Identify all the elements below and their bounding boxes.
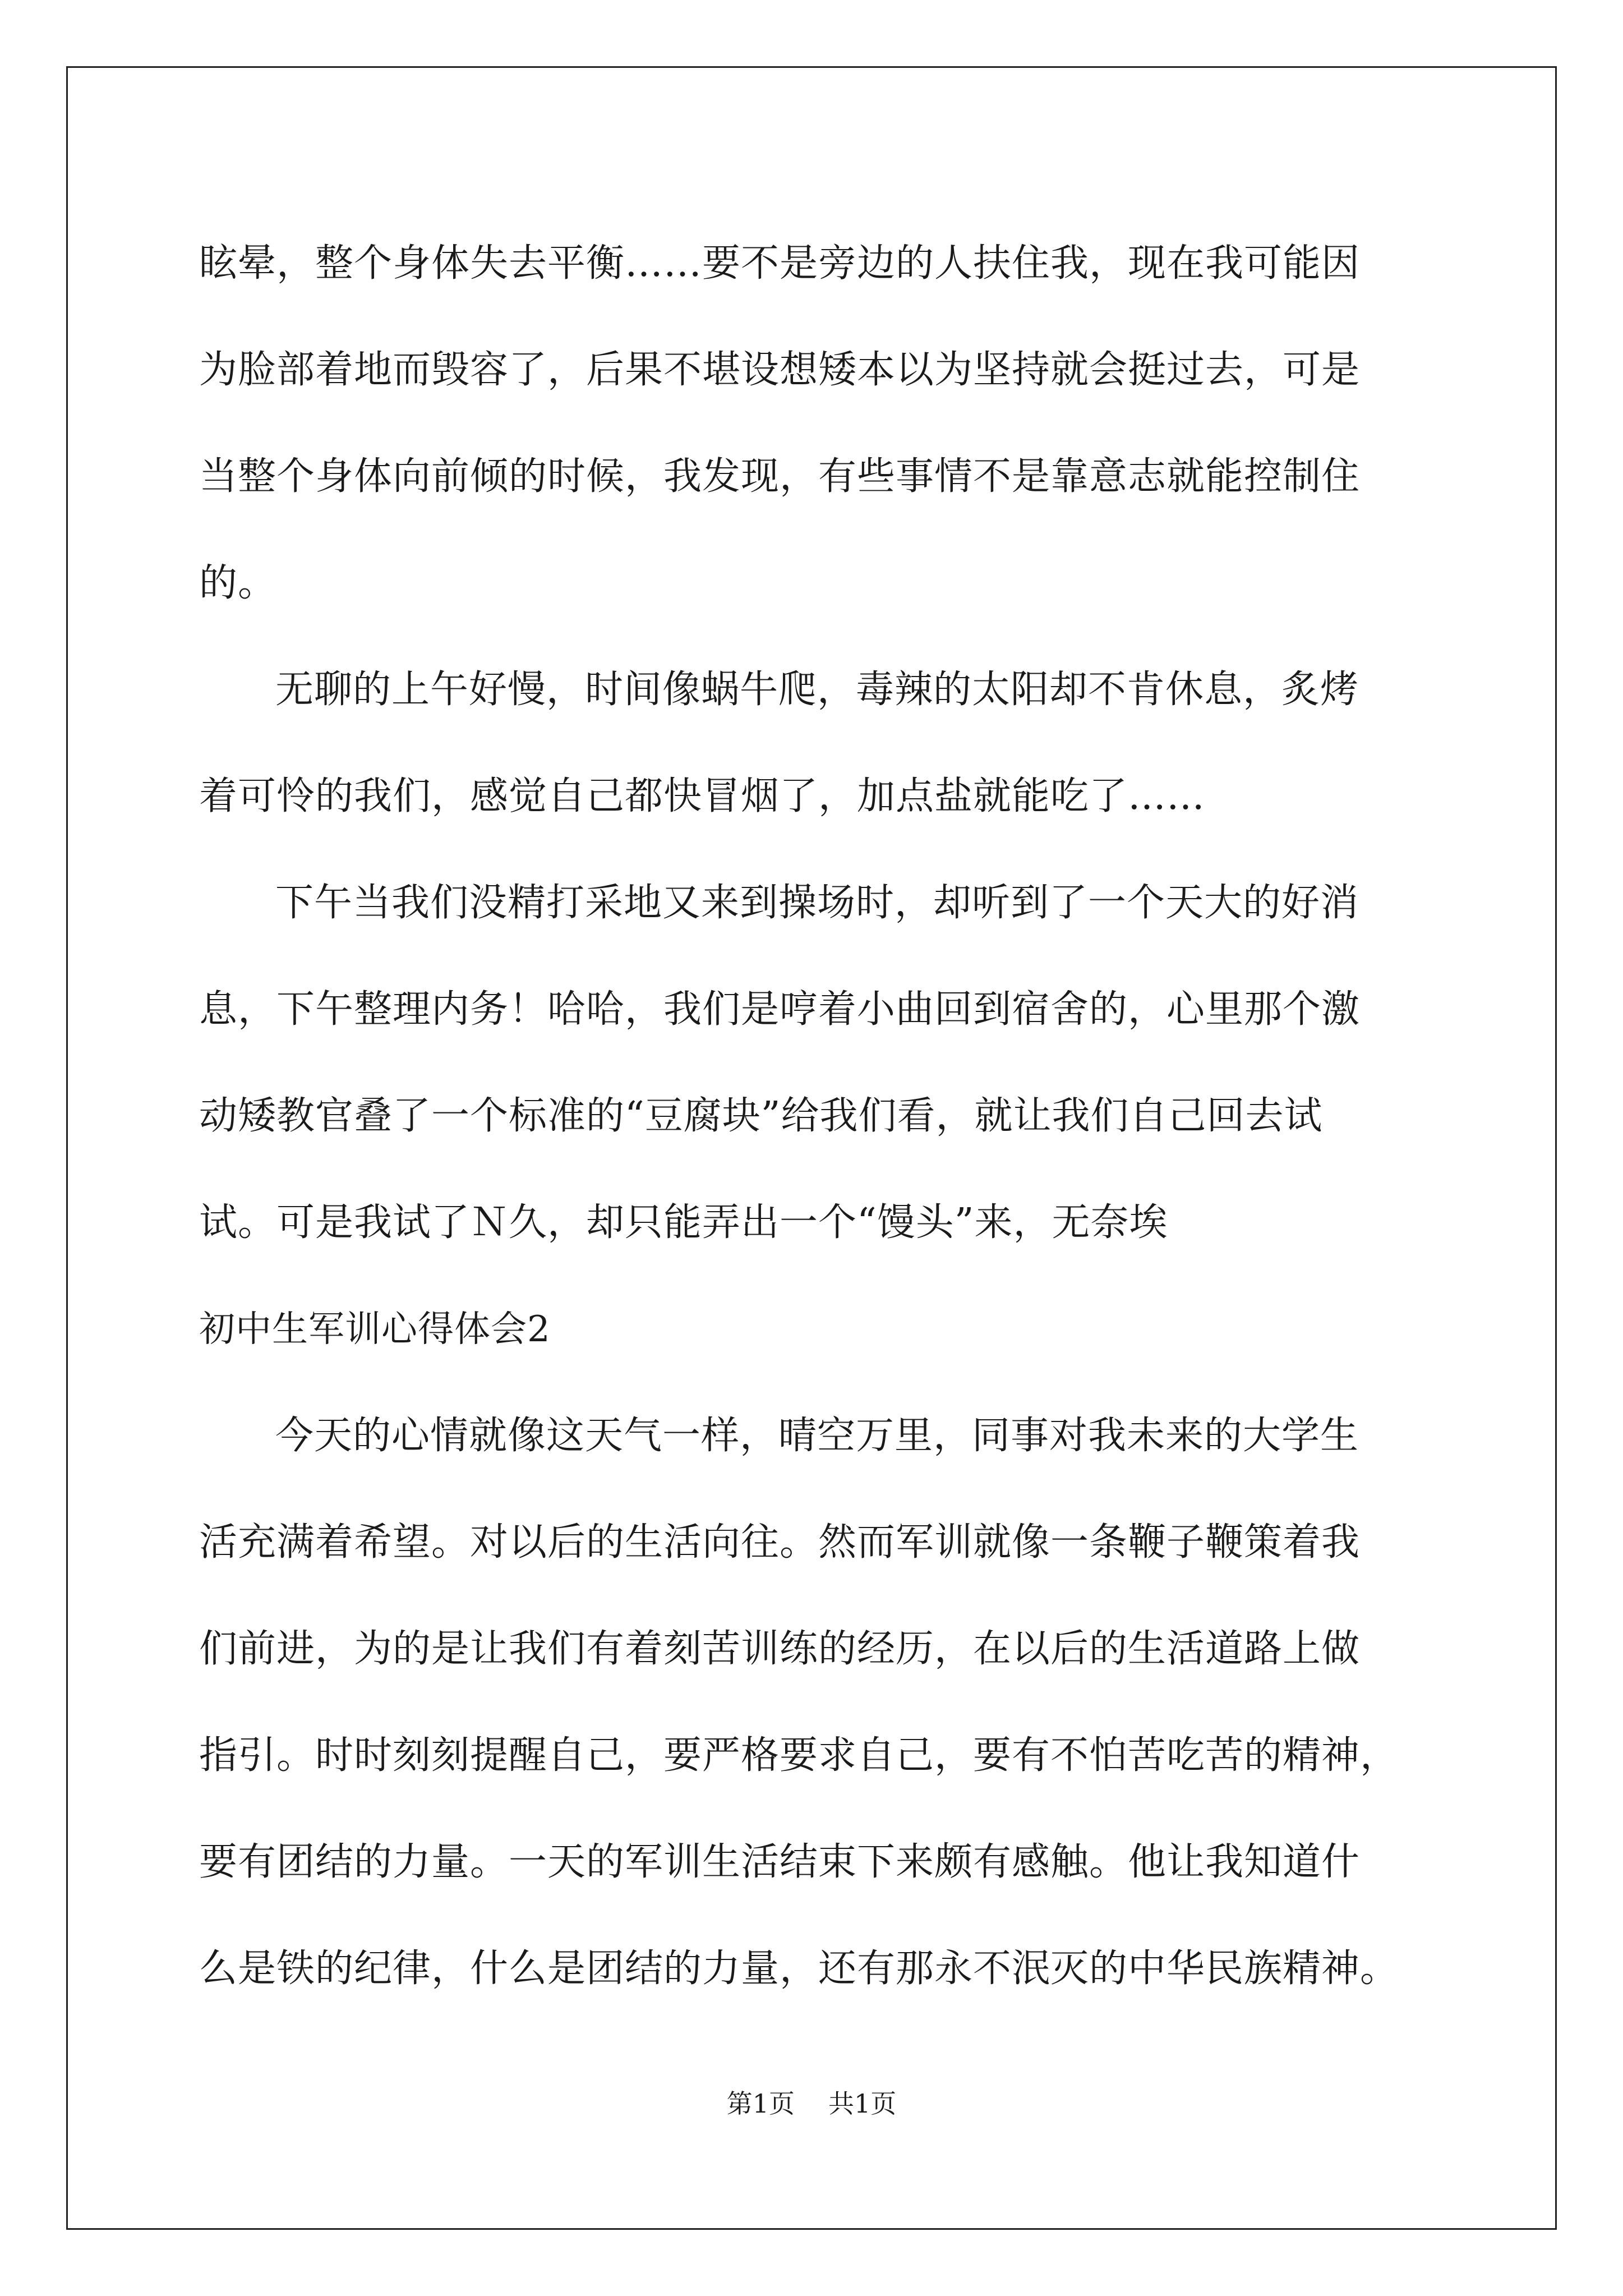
body-line: 活充满着希望。对以后的生活向往。然而军训就像一条鞭子鞭策着我 — [199, 1520, 1361, 1565]
body-line: 为脸部着地而毁容了，后果不堪设想矮本以为坚持就会挺过去，可是 — [199, 348, 1361, 392]
body-line: 动矮教官叠了一个标准的“豆腐块”给我们看，就让我们自己回去试 — [199, 1094, 1323, 1138]
body-line: 么是铁的纪律，什么是团结的力量，还有那永不泯灭的中华民族精神。 — [199, 1947, 1399, 1991]
body-line: 当整个身体向前倾的时候，我发现，有些事情不是靠意志就能控制住 — [199, 454, 1361, 499]
paragraph-start-line: 今天的心情就像这天气一样，晴空万里，同事对我未来的大学生 — [275, 1414, 1359, 1458]
body-line: 息，下午整理内务！哈哈，我们是哼着小曲回到宿舍的，心里那个激 — [199, 987, 1361, 1032]
section-heading: 初中生军训心得体会2 — [199, 1309, 551, 1350]
body-line: 指引。时时刻刻提醒自己，要严格要求自己，要有不怕苦吃苦的精神， — [199, 1733, 1399, 1778]
body-line: 要有团结的力量。一天的军训生活结束下来颇有感触。他让我知道什 — [199, 1840, 1361, 1884]
body-line: 眩晕，整个身体失去平衡……要不是旁边的人扶住我，现在我可能因 — [199, 241, 1361, 286]
page-number-current: 第1页 — [726, 2088, 795, 2119]
body-line: 试。可是我试了Ｎ久，却只能弄出一个“馒头”来，无奈埃 — [199, 1200, 1168, 1245]
body-line: 的。 — [199, 561, 277, 605]
document-body — [199, 210, 1455, 2022]
page-number-total: 共1页 — [828, 2088, 897, 2119]
paragraph-start-line: 无聊的上午好慢，时间像蜗牛爬，毒辣的太阳却不肯休息，炙烤 — [275, 668, 1359, 712]
body-line: 着可怜的我们，感觉自己都快冒烟了，加点盐就能吃了…… — [199, 774, 1206, 818]
paragraph-start-line: 下午当我们没精打采地又来到操场时，却听到了一个天大的好消 — [275, 881, 1359, 925]
page-footer — [0, 2087, 1623, 2120]
body-line: 们前进，为的是让我们有着刻苦训练的经历，在以后的生活道路上做 — [199, 1627, 1361, 1671]
